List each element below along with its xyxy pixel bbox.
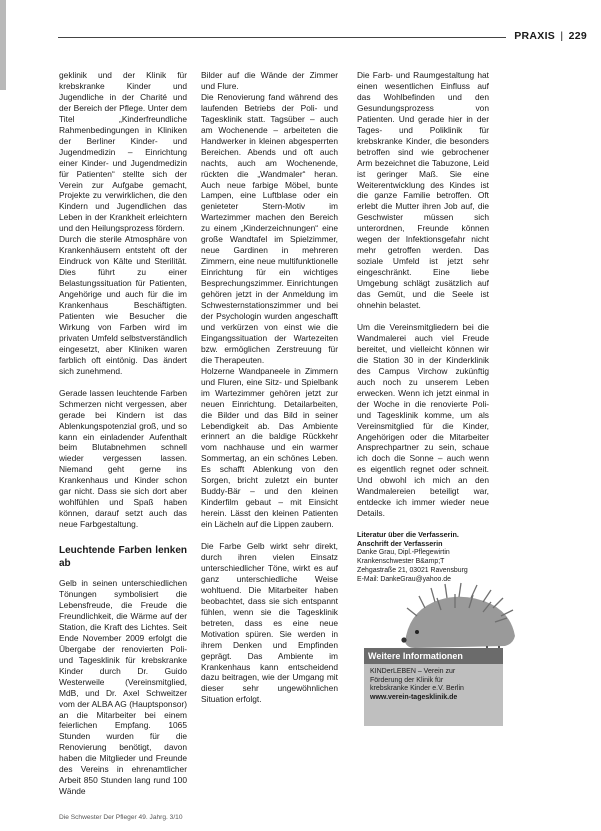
contact-line: Zehgastraße 21, 03021 Ravensburg [357, 567, 468, 575]
info-line: KINDerLEBEN – Verein zur [370, 668, 456, 675]
paragraph: geklinik und der Klinik für krebskranke Kinder und Jugendliche in der Charité und der Bereich der Pflege. Unter dem Titel „Kinderfreundliche Rahmenbedingungen in Kliniken der Berliner Kinder- und Jugendmedizin – Einrichtung einer Kinder- und Jugendmedizin für Patienten“ stellte sich der Verein zur Aufgabe gemacht, Projekte zu verwirklichen, die den Kindern und Jugendlichen das Leben in der Krankheit erleichtern und den Heilungsprozess fördern. [59, 70, 187, 234]
header-separator: | [560, 30, 564, 42]
contact-line: Krankenschwester B&amp;T [357, 558, 445, 566]
hedgehog-nose [401, 637, 406, 642]
subheading: Leuchtende Farben lenken ab [59, 545, 187, 570]
author-info [357, 530, 489, 584]
section-title: PRAXIS [514, 30, 556, 42]
page-footer: Die Schwester Der Pfleger 49. Jahrg. 3/10 [59, 814, 183, 821]
info-box-body [364, 664, 503, 702]
paragraph: Gelb in seinen unterschiedlichen Tönungen symbolisiert die Lebensfreude, die Freude die Freundlichkeit, die Wärme auf der Station, die Kraft des Lichtes. Seit Ende November 2009 erfolgt die Übergabe der renovierten Poli- und Tagesklinik für krebskranke Kinder durch Dr. Guido Westerweile (Vereinsmitglied, MdB, und Dr. Axel Schweitzer vom der ALBA AG (Hauptsponsor) an die Mitarbeiter bei einem feierlichen Empfang. 1065 Stunden wurden für die Renovierung benötigt, davon haben die Mitglieder und Freunde des Vereins in ehrenamtlicher Arbeit 850 Stunden lang rund 100 Wände [59, 578, 187, 797]
hedgehog-eye [415, 630, 419, 634]
paragraph: Gerade lassen leuchtende Farben Schmerzen nicht vergessen, aber gerade bei Kindern ist das Ablenkungspotenzial groß, und so kann ein einladender Aufenthalt beim Blutabnehmen schnell wieder vergessen lassen. Niemand geht gerne ins Krankenhaus und Kinder schon gar nicht. Dass sie sich dort aber wohlfühlen und Spaß haben können, darauf setzt auch das neue Farbgestaltung. [59, 387, 187, 530]
column-1 [59, 70, 187, 797]
paragraph: Holzerne Wandpaneele in Zimmern und Fluren, eine Sitz- und Spielbank im Wartezimmer gehören jetzt zur neuen Einrichtung. Detailarbeiten, die Bilder und das Bild in seiner Lebendigkeit ab. Das Ambiente erinnert an die baldige Rückkehr vom nachhause und ein warmer Sommertag, an ein schönes Leben. Es schafft Ablenkung von den Sorgen, bricht zuletzt ein bunter Buddy-Bär – und den kleinen Kinderfilm gebaut – mit Einsicht herein. Lässt den kleinen Patienten ein Lächeln auf die Lippen zaubern. [201, 365, 338, 530]
column-2 [201, 70, 338, 705]
hedgehog-body [405, 597, 515, 648]
page-number: 229 [568, 30, 587, 42]
info-url-link[interactable]: www.verein-tagesklinik.de [370, 693, 458, 701]
page-header [514, 30, 587, 42]
header-rule [58, 37, 506, 38]
info-box-title: Weitere Informationen [364, 648, 503, 664]
literature-note: Literatur über die Verfasserin. [357, 530, 459, 540]
contact-line: Danke Grau, Dipl.-Pflegewirtin [357, 549, 450, 557]
info-line: krebskranke Kinder e.V. Berlin [370, 685, 464, 693]
column-3 [357, 70, 489, 584]
hedgehog-illustration [395, 580, 519, 656]
info-box [364, 648, 503, 726]
paragraph: Um die Vereinsmitgliedern bei die Wandmalerei auch viel Freude bereitet, und vielleicht können wir die Station 30 in der Kinderklinik des Campus Virchow zukünftig auch noch zu unserem Leben erwecken. Wenn ich jetzt einmal in der Woche in die renovierte Poli- und Tagesklinik komme, um als Vereinsmitglied für die Kinder, Angehörigen oder die Mitarbeiter Ansprechpartner zu sein, schaue ich doch die Sonne – auch wenn es eigentlich regnet oder schneit. Und obwohl ich mich an den Wandmalereien beteiligt war, entdecke ich immer wieder neue Details. [357, 321, 489, 519]
paragraph: Die Farb- und Raumgestaltung hat einen wesentlichen Einfluss auf das Wohlbefinden und den Gesundungsprozess von Patienten. Und gerade hier in der Tages- und Poliklinik für krebskranke Kinder, die besonders betroffen sind wie gebrochener Arm bezeichnet die Tabuzone, Leid ist geringer Maß. Sie eine Weiterentwicklung des Kindes ist die ganze Familie betroffen. Oft erlebt die Mutter ihren Job auf, die Geschwister müssen sich unterordnen, Freunde können wegen der Infektionsgefahr nicht mehr getroffen werden. Das soziale Umfeld ist jetzt sehr eingeschränkt. Eine liebe Umgebung schlägt zusätzlich auf das Gemüt, und die Seele ist ohnehin belastet. [357, 70, 489, 311]
page-edge-marker [0, 0, 6, 90]
paragraph: Die Farbe Gelb wirkt sehr direkt, durch ihren vielen Einsatz unterschiedlicher Töne, wirkt es auf ganz unterschiedliche Weise wohltuend. Die Mitarbeiter haben beobachtet, dass sie sich entspannt fühlen, wenn sie die Tagesklinik betreten, dass es eine neue Motivation spüren. Sie werden in ihrem Denken und Empfinden geprägt. Das Ambiente im Krankenhaus kann entscheidend dazu beitragen, wie der Umgang mit dieser sehr ungewöhnlichen Situation erfolgt. [201, 541, 338, 705]
info-line: Förderung der Klinik für [370, 676, 444, 684]
contact-line: E-Mail: DankeGrau@yahoo.de [357, 576, 451, 584]
paragraph: Die Renovierung fand während des laufenden Betriebs der Poli- und Tagesklinik statt. Tagsüber – auch am Wochenende – arbeiteten die Handwerker in kleinen abgesperrten Bereichen. Abends und oft auch nachts, auch am Wochenende, rückten die „Wandmaler“ heran. Auch neue farbige Möbel, bunte Lampen, eine Luftblase oder ein genieteter Stern-Motiv im Wartezimmer machen den Bereich zu einem „Kinderzeichnungen“ eine große Wandtafel im Spielzimmer, neue Gardinen in mehreren Zimmern, eine neue multifunktionelle Einrichtung für ein wichtiges Besprechungszimmer. Einrichtungen gehören jetzt in der Anmeldung im Schwesternstationszimmer und bei der Psychologin wurden angeschafft und verkürzen von einst wie die Eingangssituation der Wartezeiten bzw. ermöglichen Zerstreuung für die Therapeuten. [201, 91, 338, 365]
contact-heading: Anschrift der Verfasserin [357, 539, 443, 549]
paragraph: Durch die sterile Atmosphäre von Krankenhäusern entsteht oft der Eindruck von Kälte und Sterilität. Dies führt zu einer Belastungssituation für Patienten, Angehörige und auch für die im Krankenhaus Beschäftigten. Patienten wie Besucher die Wirkung von Farben wird im privaten Umfeld selbstverständlich eingesetzt, aber Kliniken waren farblich oft eintönig. Das ändert sich zunehmend. [59, 234, 187, 376]
paragraph: Bilder auf die Wände der Zimmer und Flure. [201, 70, 338, 91]
